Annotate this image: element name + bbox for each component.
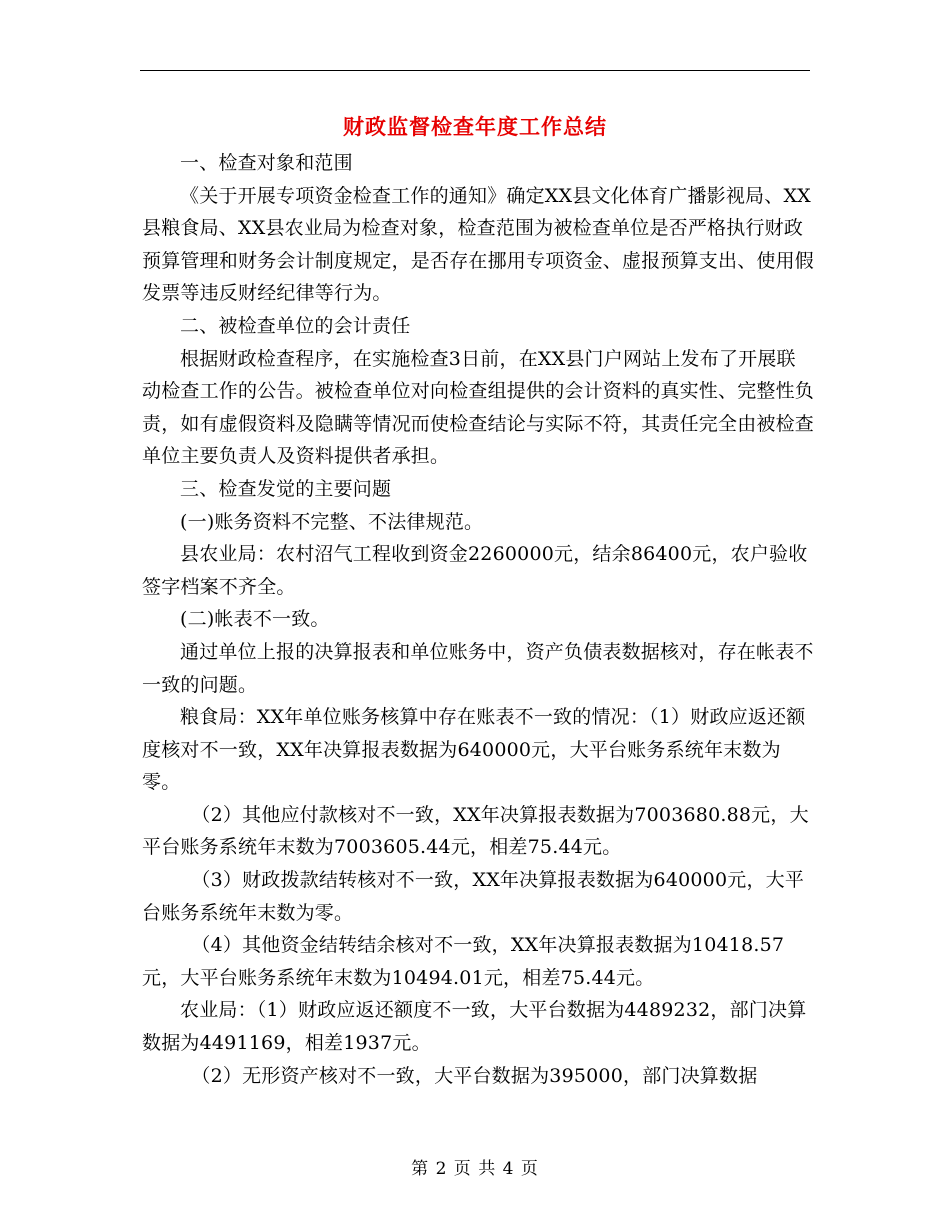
list-item: （2）其他应付款核对不一致，XX年决算报表数据为7003680.88元，大平台账务系统年末数为7003605.44元，相差75.44元。 — [142, 803, 809, 859]
list-item: （2）无形资产核对不一致，大平台数据为395000，部门决算数据 — [191, 1064, 758, 1087]
document-body — [142, 147, 814, 1092]
section-heading-2: 二、被检查单位的会计责任 — [180, 314, 411, 337]
list-item: （3）财政拨款结转核对不一致，XX年决算报表数据为640000元，大平台账务系统年末数为零。 — [142, 869, 805, 924]
subsection-heading-1: (一)账务资料不完整、不法律规范。 — [180, 510, 484, 533]
paragraph: 县农业局：农村沼气工程收到资金2260000元，结余86400元，农户验收签字档案不齐全。 — [142, 543, 808, 598]
paragraph: 农业局：（1）财政应返还额度不一致，大平台数据为4489232，部门决算数据为4491169，相差1937元。 — [142, 999, 807, 1055]
header-rule — [140, 70, 810, 71]
section-heading-1: 一、检查对象和范围 — [180, 152, 353, 174]
section-heading-3: 三、检查发觉的主要问题 — [180, 477, 392, 500]
paragraph: 《关于开展专项资金检查工作的通知》确定XX县文化体育广播影视局、XX县粮食局、XX县农业局为检查对象，检查范围为被检查单位是否严格执行财政预算管理和财务会计制度规定，是否存在挪用专项资金、虚报预算支出、使用假发票等违反财经纪律等行为。 — [142, 184, 815, 305]
subsection-heading-2: (二)帐表不一致。 — [180, 608, 330, 631]
page-number: 第 2 页 共 4 页 — [411, 1159, 539, 1179]
document-title: 财政监督检查年度工作总结 — [343, 114, 607, 139]
paragraph: 粮食局：XX年单位账务核算中存在账表不一致的情况：（1）财政应返还额度核对不一致，XX年决算报表数据为640000元，大平台账务系统年末数为零。 — [142, 706, 806, 794]
paragraph: 通过单位上报的决算报表和单位账务中，资产负债表数据核对，存在帐表不一致的问题。 — [142, 640, 814, 696]
list-item: （4）其他资金结转结余核对不一致，XX年决算报表数据为10418.57元，大平台账务系统年末数为10494.01元，相差75.44元。 — [142, 934, 785, 989]
paragraph: 根据财政检查程序，在实施检查3日前，在XX县门户网站上发布了开展联动检查工作的公告。被检查单位对向检查组提供的会计资料的真实性、完整性负责，如有虚假资料及隐瞒等情况而使检查结论与实际不符，其责任完全由被检查单位主要负责人及资料提供者承担。 — [142, 347, 815, 468]
